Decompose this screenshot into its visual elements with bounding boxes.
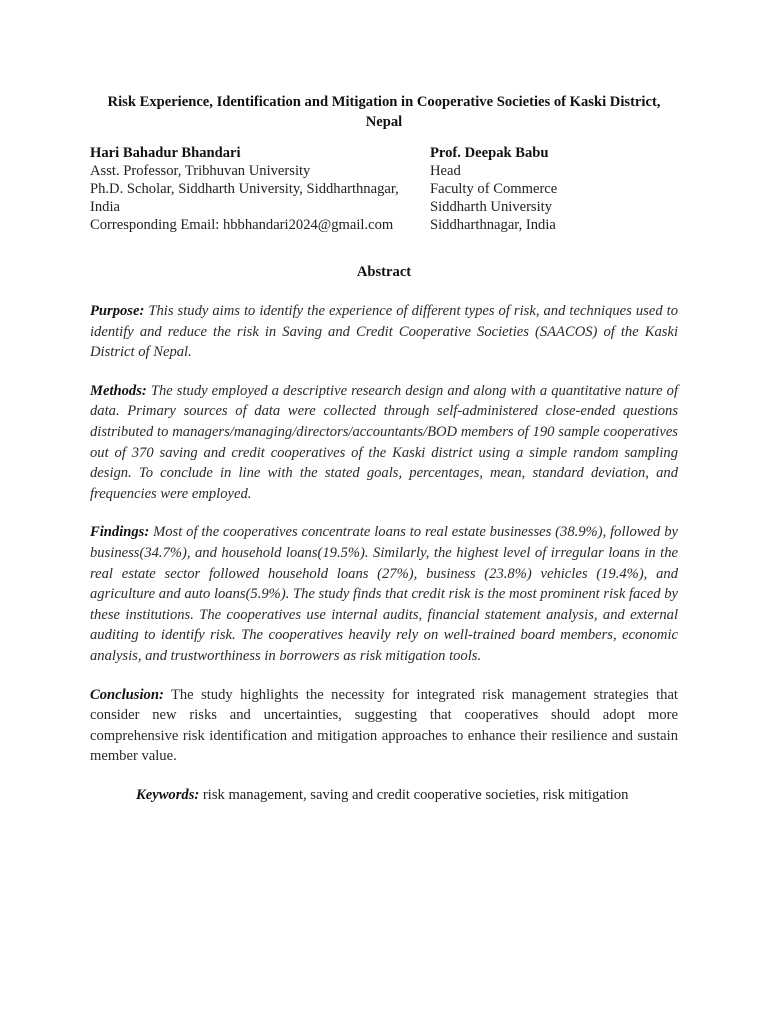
abstract-conclusion (90, 685, 678, 767)
section-text: Most of the cooperatives concentrate loans to real estate businesses (38.9%), followed by business(34.7%), and household loans(19.5%). Similarly, the highest level of irregular loans in the real estate sector followed household loans (27%), business (23.8%) vehicles (19.4%), and agriculture and auto loans(5.9%). The study finds that credit risk is the most prominent risk faced by these institutions. The cooperatives use internal audits, financial statement analysis, and external auditing to identify risk. The cooperatives heavily rely on well-trained board members, economic analysis, and trustworthiness in borrowers as risk mitigation tools. (90, 524, 678, 664)
section-text-plain: The study highlights the necessity for integrated risk management strategies that consider new risks and uncertainties, suggesting that cooperatives should adopt more comprehensive risk identification and mitigation approaches to enhance their resilience and sustain member value. (90, 686, 678, 765)
keywords-line (136, 785, 678, 805)
author-1 (90, 144, 430, 234)
author-affiliation: Asst. Professor, Tribhuvan University (90, 163, 311, 179)
author-affiliation: Head (430, 163, 461, 179)
section-label: Purpose: (90, 303, 145, 319)
author-affiliation: Siddharth University (430, 199, 553, 215)
author-affiliation: Faculty of Commerce (430, 181, 558, 197)
author-affiliation: Siddharthnagar, India (430, 217, 556, 233)
author-name: Prof. Deepak Babu (430, 145, 549, 161)
section-label: Conclusion: (90, 686, 164, 703)
paper-title: Risk Experience, Identification and Mitigation in Cooperative Societies of Kaski District, Nepal (107, 94, 661, 130)
section-text: The study employed a descriptive research design and along with a quantitative nature of data. Primary sources of data were collected through self-administered close-ended questions distributed to managers/managing/directors/accountants/BOD members of 190 sample cooperatives out of 370 saving and credit cooperatives of the Kaski district using a simple random sampling design (90, 382, 678, 482)
author-email: Corresponding Email: hbbhandari2024@gmail.com (90, 217, 394, 233)
section-label: Findings: (90, 524, 150, 541)
author-name: Hari Bahadur Bhandari (90, 145, 241, 161)
section-text: This study aims to identify the experience of different types of risk, and techniques used to identify and reduce the risk in Saving and Credit Cooperative Societies (SAACOS) of the Kaski District of Nepal. (90, 303, 678, 361)
author-2 (430, 144, 678, 234)
section-text-plain: . To conclude in line with the stated goals, percentages, mean, standard deviation, and frequencies were employed. (90, 465, 678, 502)
author-affiliation: Ph.D. Scholar, Siddharth University, Siddharthnagar, India (90, 181, 399, 215)
abstract-methods (90, 381, 678, 505)
keywords-label: Keywords: (136, 786, 200, 803)
abstract-purpose (90, 301, 678, 363)
authors-block (90, 144, 678, 234)
abstract-heading: Abstract (356, 264, 412, 280)
paper-page (90, 92, 678, 805)
abstract-findings (90, 522, 678, 666)
section-label: Methods: (90, 382, 147, 399)
keywords-text: risk management, saving and credit cooperative societies, risk mitigation (202, 786, 629, 803)
